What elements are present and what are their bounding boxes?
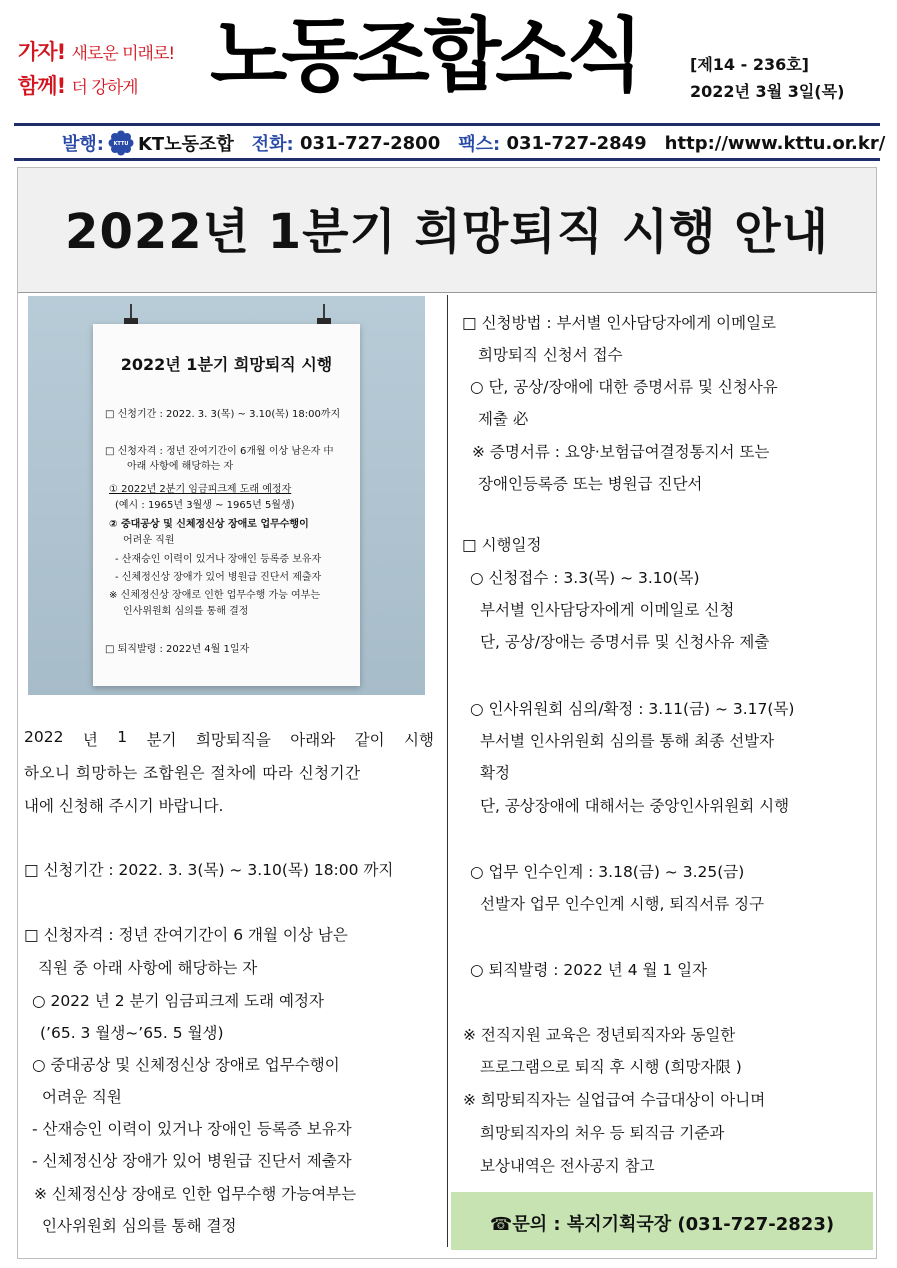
- notice-poster-image: [28, 296, 425, 695]
- binder-clip-icon: [323, 304, 325, 318]
- publisher-bar: [62, 130, 885, 156]
- title-divider: [18, 292, 876, 293]
- poster-title: 2022년 1분기 희망퇴직 시행: [120, 355, 333, 374]
- poster-line: □ 신청자격 : 정년 잔여기간이 6개월 이상 남은자 中: [105, 446, 334, 457]
- poster-line: ※ 신체정신상 장애로 인한 업무수행 가능 여부는: [109, 590, 320, 601]
- phone-number: 031-727-2800: [300, 132, 441, 154]
- intro-line-1: 2022 년 1 분기 희망퇴직을 아래와 같이 시행: [24, 728, 434, 749]
- article-title: 2022년 1분기 희망퇴직 시행 안내: [65, 204, 829, 260]
- masthead: 노동조합소식: [210, 9, 638, 102]
- qualification-line-1: □ 신청자격 : 정년 잔여기간이 6 개월 이상 남은: [24, 926, 348, 944]
- qualification-note-1: ※ 신체정신상 장애로 인한 업무수행 가능여부는: [34, 1185, 357, 1203]
- note-1-line-2: 프로그램으로 퇴직 후 시행 (희망자限 ): [480, 1058, 742, 1076]
- poster-line: 아래 사항에 해당하는 자: [127, 461, 234, 472]
- poster-line: 인사위원회 심의를 통해 결정: [123, 606, 249, 617]
- schedule-handover-detail: 선발자 업무 인수인계 시행, 퇴직서류 징구: [480, 895, 765, 913]
- schedule-handover: ○ 업무 인수인계 : 3.18(금) ~ 3.25(금): [470, 863, 745, 881]
- intro-line-3: 내에 신청해 주시기 바랍니다.: [24, 797, 224, 815]
- method-line-6: 장애인등록증 또는 병원급 진단서: [478, 475, 703, 493]
- method-line-3: ○ 단, 공상/장애에 대한 증명서류 및 신청사유: [470, 378, 778, 396]
- publisher-name: KT노동조합: [137, 134, 234, 155]
- poster-line: - 신체정신상 장애가 있어 병원급 진단서 제출자: [115, 572, 322, 583]
- website-link[interactable]: http://www.kttu.or.kr/: [664, 132, 886, 154]
- phone-label: 전화:: [251, 134, 294, 155]
- note-1-line-1: ※ 전직지원 교육은 정년퇴직자와 동일한: [463, 1026, 736, 1044]
- qualification-sub-2: - 신체정신상 장애가 있어 병원급 진단서 제출자: [32, 1152, 352, 1170]
- method-line-1: □ 신청방법 : 부서별 인사담당자에게 이메일로: [462, 314, 777, 332]
- kttu-logo-icon: [108, 130, 134, 156]
- schedule-apply-detail-2: 단, 공상/장애는 증명서류 및 신청사유 제출: [480, 633, 770, 651]
- poster-line: □ 신청기간 : 2022. 3. 3(목) ~ 3.10(목) 18:00까지: [105, 409, 341, 420]
- svg-text:KTTU: KTTU: [113, 140, 129, 147]
- fax-label: 팩스:: [458, 134, 501, 155]
- schedule-retirement-order: ○ 퇴직발령 : 2022 년 4 월 1 일자: [470, 961, 708, 979]
- qualification-item-2-cont: 어려운 직원: [42, 1088, 122, 1106]
- schedule-review-detail-3: 단, 공상장애에 대해서는 중앙인사위원회 시행: [480, 797, 790, 815]
- publisher-label: 발행:: [62, 134, 104, 155]
- method-line-4: 제출 必: [478, 410, 529, 428]
- schedule-apply-detail-1: 부서별 인사담당자에게 이메일로 신청: [480, 601, 735, 619]
- note-2-line-2: 희망퇴직자의 처우 등 퇴직금 기준과: [480, 1124, 725, 1142]
- header-rule-top: [14, 123, 880, 126]
- column-divider: [447, 295, 448, 1247]
- qualification-item-1-note: (’65. 3 월생~’65. 5 월생): [40, 1024, 224, 1042]
- intro-line-2: 하오니 희망하는 조합원은 절차에 따라 신청기간: [24, 764, 361, 782]
- qualification-item-1: ○ 2022 년 2 분기 임금피크제 도래 예정자: [32, 992, 324, 1010]
- qualification-note-2: 인사위원회 심의를 통해 결정: [42, 1217, 237, 1235]
- issue-date: 2022년 3월 3일(목): [690, 82, 845, 101]
- issue-number: [제14 - 236호]: [690, 55, 809, 74]
- schedule-review-detail-2: 확정: [480, 764, 510, 782]
- poster-line: (예시 : 1965년 3월생 ~ 1965년 5월생): [115, 500, 295, 511]
- header-rule-bottom: [14, 158, 880, 161]
- poster-paper: [93, 324, 360, 686]
- note-2-line-1: ※ 희망퇴직자는 실업급여 수급대상이 아니며: [463, 1091, 766, 1109]
- note-2-line-3: 보상내역은 전사공지 참고: [480, 1157, 655, 1175]
- poster-line: ① 2022년 2분기 임금피크제 도래 예정자: [109, 484, 292, 495]
- schedule-review: ○ 인사위원회 심의/확정 : 3.11(금) ~ 3.17(목): [470, 700, 795, 718]
- qualification-item-2: ○ 중대공상 및 신체정신상 장애로 업무수행이: [32, 1056, 340, 1074]
- qualification-line-2: 직원 중 아래 사항에 해당하는 자: [38, 959, 258, 977]
- method-line-5: ※ 증명서류 : 요양·보험급여결정통지서 또는: [472, 443, 770, 461]
- contact-info: ☎문의 : 복지기획국장 (031-727-2823): [489, 1214, 835, 1235]
- schedule-review-detail-1: 부서별 인사위원회 심의를 통해 최종 선발자: [480, 732, 775, 750]
- poster-line: - 산재승인 이력이 있거나 장애인 등록증 보유자: [115, 554, 322, 565]
- qualification-sub-1: - 산재승인 이력이 있거나 장애인 등록증 보유자: [32, 1120, 352, 1138]
- slogan-line-1: 가자! 새로운 미래로!: [18, 40, 175, 64]
- binder-clip-icon: [130, 304, 132, 318]
- poster-line: ② 중대공상 및 신체정신상 장애로 업무수행이: [109, 519, 309, 530]
- method-line-2: 희망퇴직 신청서 접수: [478, 346, 623, 364]
- schedule-heading: □ 시행일정: [462, 536, 542, 554]
- poster-line: 어려운 직원: [123, 535, 175, 546]
- fax-number: 031-727-2849: [506, 132, 647, 154]
- slogan-line-2: 함께! 더 강하게: [18, 74, 138, 98]
- schedule-apply: ○ 신청접수 : 3.3(목) ~ 3.10(목): [470, 569, 700, 587]
- application-period: □ 신청기간 : 2022. 3. 3(목) ~ 3.10(목) 18:00 까지: [24, 861, 394, 879]
- poster-line: □ 퇴직발령 : 2022년 4월 1일자: [105, 644, 250, 655]
